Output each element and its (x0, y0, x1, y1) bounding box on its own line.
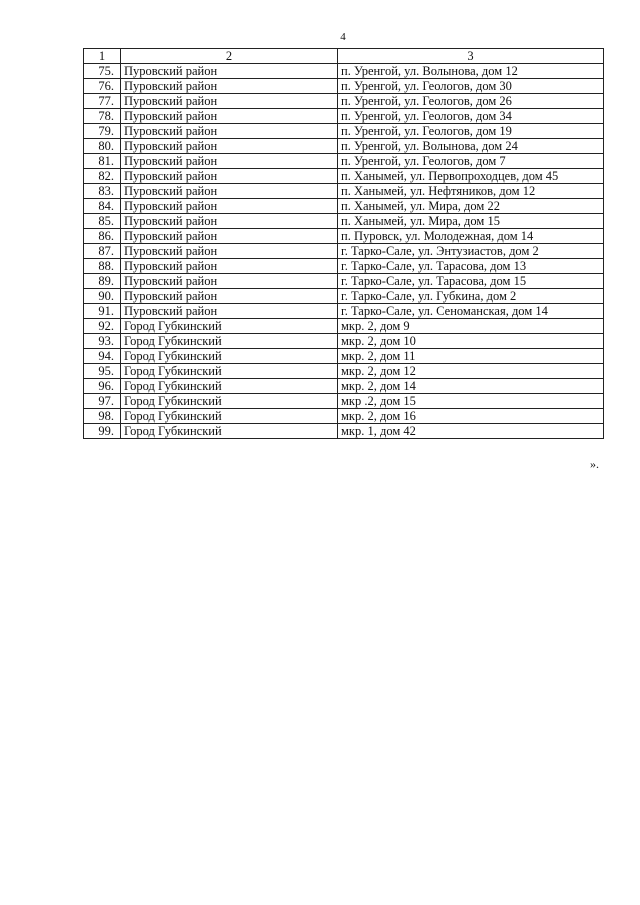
row-number: 98. (84, 409, 121, 424)
header-col-number: 1 (84, 49, 121, 64)
row-region: Город Губкинский (121, 364, 338, 379)
row-region: Пуровский район (121, 304, 338, 319)
row-address: г. Тарко-Сале, ул. Тарасова, дом 15 (338, 274, 604, 289)
row-region: Пуровский район (121, 214, 338, 229)
row-number: 86. (84, 229, 121, 244)
row-region: Пуровский район (121, 124, 338, 139)
row-region: Пуровский район (121, 94, 338, 109)
row-address: п. Уренгой, ул. Геологов, дом 34 (338, 109, 604, 124)
table-row (84, 139, 604, 154)
table-row (84, 64, 604, 79)
table-row (84, 289, 604, 304)
table-row (84, 154, 604, 169)
row-region: Город Губкинский (121, 349, 338, 364)
row-region: Город Губкинский (121, 409, 338, 424)
row-region: Пуровский район (121, 64, 338, 79)
table-row (84, 424, 604, 439)
row-address: п. Уренгой, ул. Волынова, дом 12 (338, 64, 604, 79)
table-row (84, 304, 604, 319)
row-number: 83. (84, 184, 121, 199)
row-address: мкр. 2, дом 14 (338, 379, 604, 394)
table-row (84, 259, 604, 274)
row-address: п. Уренгой, ул. Геологов, дом 26 (338, 94, 604, 109)
closing-quote-mark: ». (590, 457, 599, 471)
row-address: п. Ханымей, ул. Первопроходцев, дом 45 (338, 169, 604, 184)
row-region: Пуровский район (121, 154, 338, 169)
row-number: 79. (84, 124, 121, 139)
table-row (84, 409, 604, 424)
row-number: 96. (84, 379, 121, 394)
row-address: п. Уренгой, ул. Геологов, дом 30 (338, 79, 604, 94)
row-number: 78. (84, 109, 121, 124)
table-row (84, 79, 604, 94)
row-number: 90. (84, 289, 121, 304)
row-region: Пуровский район (121, 244, 338, 259)
table-row (84, 199, 604, 214)
row-address: п. Ханымей, ул. Мира, дом 15 (338, 214, 604, 229)
row-region: Пуровский район (121, 289, 338, 304)
row-address: мкр. 2, дом 9 (338, 319, 604, 334)
row-number: 81. (84, 154, 121, 169)
header-row (84, 49, 604, 64)
row-number: 75. (84, 64, 121, 79)
row-region: Пуровский район (121, 229, 338, 244)
table-body (84, 64, 604, 439)
row-address: п. Пуровск, ул. Молодежная, дом 14 (338, 229, 604, 244)
row-number: 80. (84, 139, 121, 154)
table-header (84, 49, 604, 64)
row-region: Пуровский район (121, 274, 338, 289)
header-col-address: 3 (338, 49, 604, 64)
row-number: 84. (84, 199, 121, 214)
row-region: Пуровский район (121, 199, 338, 214)
row-number: 87. (84, 244, 121, 259)
table-row (84, 334, 604, 349)
row-number: 91. (84, 304, 121, 319)
table-row (84, 364, 604, 379)
address-table (83, 48, 604, 439)
row-address: мкр .2, дом 15 (338, 394, 604, 409)
row-number: 94. (84, 349, 121, 364)
row-number: 82. (84, 169, 121, 184)
table-row (84, 379, 604, 394)
row-number: 85. (84, 214, 121, 229)
row-number: 93. (84, 334, 121, 349)
row-region: Город Губкинский (121, 424, 338, 439)
row-address: мкр. 2, дом 11 (338, 349, 604, 364)
page-number: 4 (340, 31, 346, 43)
table-row (84, 109, 604, 124)
row-number: 76. (84, 79, 121, 94)
table-row (84, 244, 604, 259)
table-row (84, 229, 604, 244)
row-region: Город Губкинский (121, 319, 338, 334)
row-address: г. Тарко-Сале, ул. Тарасова, дом 13 (338, 259, 604, 274)
row-region: Пуровский район (121, 169, 338, 184)
row-address: мкр. 2, дом 16 (338, 409, 604, 424)
table-row (84, 184, 604, 199)
header-col-region: 2 (121, 49, 338, 64)
row-number: 99. (84, 424, 121, 439)
row-address: мкр. 2, дом 12 (338, 364, 604, 379)
table-row (84, 319, 604, 334)
row-address: мкр. 2, дом 10 (338, 334, 604, 349)
row-region: Пуровский район (121, 109, 338, 124)
table-row (84, 274, 604, 289)
row-region: Город Губкинский (121, 379, 338, 394)
row-address: п. Уренгой, ул. Геологов, дом 7 (338, 154, 604, 169)
table-row (84, 169, 604, 184)
row-address: мкр. 1, дом 42 (338, 424, 604, 439)
row-address: г. Тарко-Сале, ул. Губкина, дом 2 (338, 289, 604, 304)
row-number: 92. (84, 319, 121, 334)
row-region: Пуровский район (121, 139, 338, 154)
row-number: 88. (84, 259, 121, 274)
table-row (84, 124, 604, 139)
row-address: п. Уренгой, ул. Геологов, дом 19 (338, 124, 604, 139)
row-region: Пуровский район (121, 259, 338, 274)
row-number: 77. (84, 94, 121, 109)
table-row (84, 94, 604, 109)
row-number: 95. (84, 364, 121, 379)
row-address: г. Тарко-Сале, ул. Сеноманская, дом 14 (338, 304, 604, 319)
row-address: г. Тарко-Сале, ул. Энтузиастов, дом 2 (338, 244, 604, 259)
row-address: п. Ханымей, ул. Мира, дом 22 (338, 199, 604, 214)
row-number: 97. (84, 394, 121, 409)
row-region: Город Губкинский (121, 334, 338, 349)
row-address: п. Уренгой, ул. Волынова, дом 24 (338, 139, 604, 154)
row-number: 89. (84, 274, 121, 289)
row-region: Пуровский район (121, 79, 338, 94)
row-region: Город Губкинский (121, 394, 338, 409)
table-row (84, 394, 604, 409)
row-address: п. Ханымей, ул. Нефтяников, дом 12 (338, 184, 604, 199)
table-row (84, 349, 604, 364)
row-region: Пуровский район (121, 184, 338, 199)
table-row (84, 214, 604, 229)
